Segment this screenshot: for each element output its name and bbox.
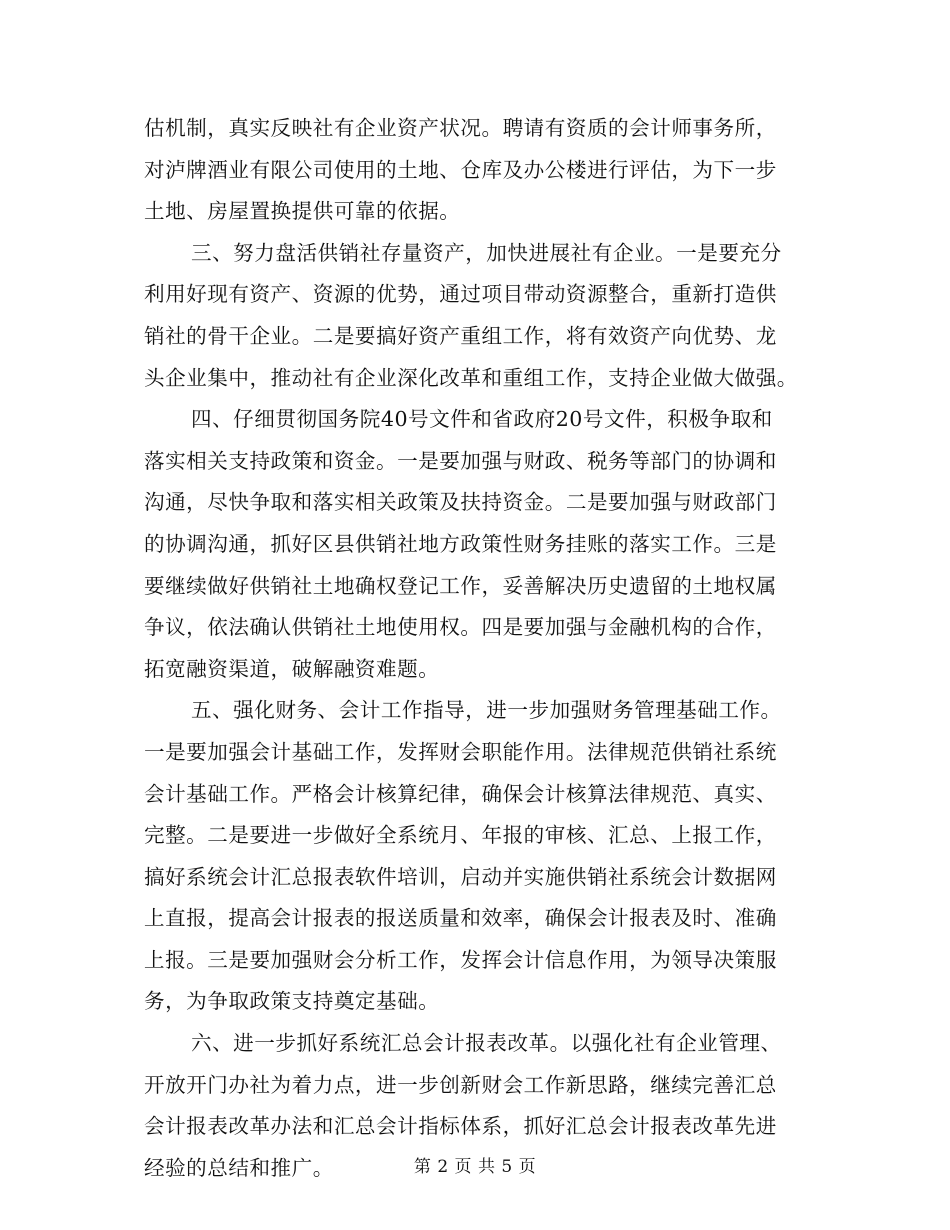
text-line: 上报。三是要加强财会分析工作，发挥会计信息作用，为领导决策服 xyxy=(144,947,777,972)
body-text xyxy=(144,108,806,1189)
text-line: 利用好现有资产、资源的优势，通过项目带动资源整合，重新打造供 xyxy=(144,282,777,307)
text-line: 落实相关支持政策和资金。一是要加强与财政、税务等部门的协调和 xyxy=(144,448,777,473)
text-line: 的协调沟通，抓好区县供销社地方政策性财务挂账的落实工作。三是 xyxy=(144,531,777,556)
text-line: 完整。二是要进一步做好全系统月、年报的审核、汇总、上报工作， xyxy=(144,823,777,848)
text-line: 要继续做好供销社土地确权登记工作，妥善解决历史遗留的土地权属 xyxy=(144,573,777,598)
text-line: 会计基础工作。严格会计核算纪律，确保会计核算法律规范、真实、 xyxy=(144,781,777,806)
text-line: 搞好系统会计汇总报表软件培训，启动并实施供销社系统会计数据网 xyxy=(144,864,777,889)
text-line: 沟通，尽快争取和落实相关政策及扶持资金。二是要加强与财政部门 xyxy=(144,490,777,515)
text-line: 对泸牌酒业有限公司使用的土地、仓库及办公楼进行评估，为下一步 xyxy=(144,157,777,182)
text-line: 开放开门办社为着力点，进一步创新财会工作新思路，继续完善汇总 xyxy=(144,1072,777,1097)
page-number-footer: 第 2 页 共 5 页 xyxy=(413,1157,537,1177)
text-line: 一是要加强会计基础工作，发挥财会职能作用。法律规范供销社系统 xyxy=(144,739,777,764)
text-line: 土地、房屋置换提供可靠的依据。 xyxy=(144,199,461,224)
text-line: 争议，依法确认供销社土地使用权。四是要加强与金融机构的合作， xyxy=(144,615,777,640)
paragraph-first-line: 三、努力盘活供销社存量资产，加快进展社有企业。一是要充分 xyxy=(191,240,782,265)
text-line: 会计报表改革办法和汇总会计指标体系，抓好汇总会计报表改革先进 xyxy=(144,1114,777,1139)
text-line: 上直报，提高会计报表的报送质量和效率，确保会计报表及时、准确 xyxy=(144,906,777,931)
text-line: 拓宽融资渠道，破解融资难题。 xyxy=(144,656,440,681)
text-line: 经验的总结和推广。 xyxy=(144,1155,334,1180)
text-line: 销社的骨干企业。二是要搞好资产重组工作，将有效资产向优势、龙 xyxy=(144,323,777,348)
text-line: 估机制，真实反映社有企业资产状况。聘请有资质的会计师事务所， xyxy=(144,116,777,140)
paragraph-first-line: 六、进一步抓好系统汇总会计报表改革。以强化社有企业管理、 xyxy=(191,1031,782,1056)
paragraph-first-line: 五、强化财务、会计工作指导，进一步加强财务管理基础工作。 xyxy=(191,698,782,723)
paragraph-first-line: 四、仔细贯彻国务院40号文件和省政府20号文件，积极争取和 xyxy=(191,407,773,432)
text-line: 头企业集中，推动社有企业深化改革和重组工作，支持企业做大做强。 xyxy=(144,365,798,390)
text-line: 务，为争取政策支持奠定基础。 xyxy=(144,989,440,1014)
